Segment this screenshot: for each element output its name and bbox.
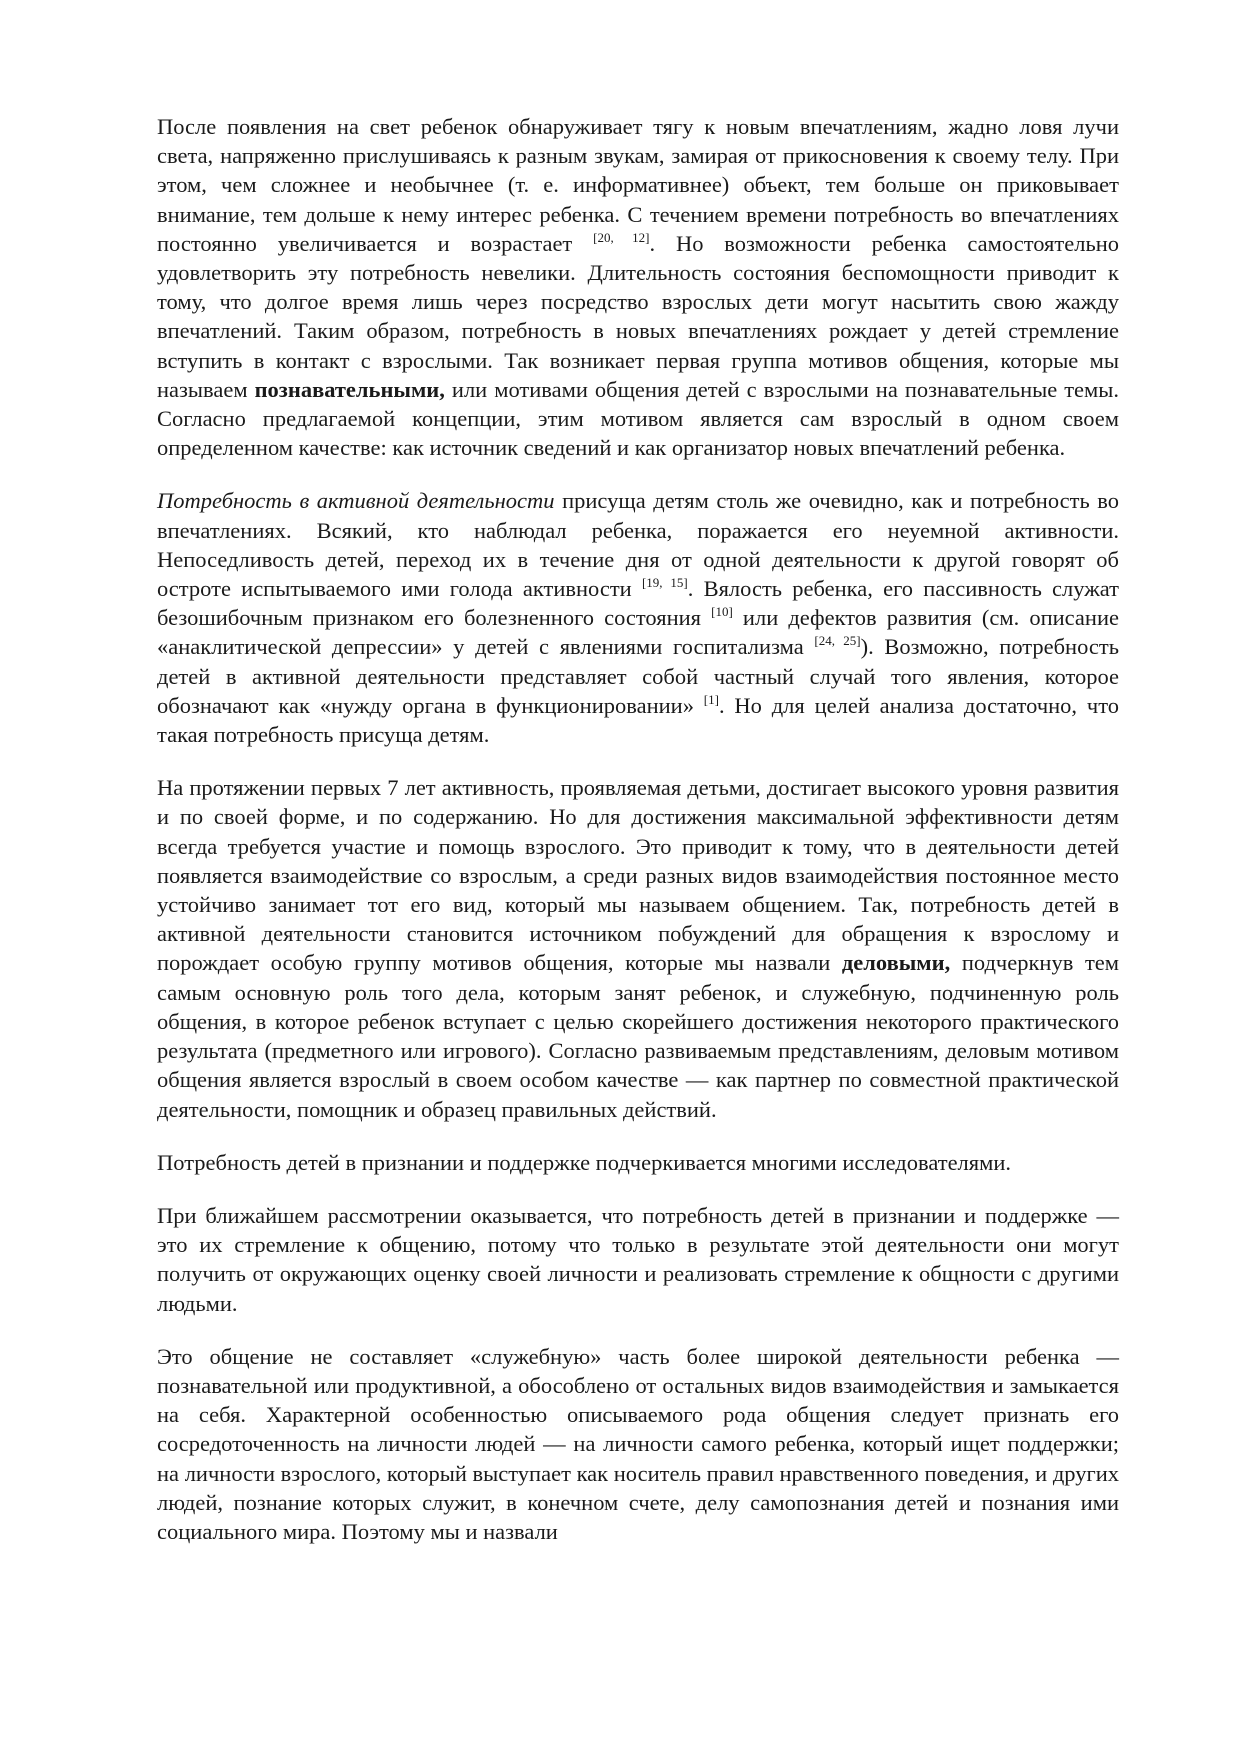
paragraph-text: . Но для целей анализа достаточно, что такая потребность присуща детям. bbox=[157, 692, 1119, 748]
paragraph-recognition-need: Потребность детей в признании и поддержке подчеркивается многими исследователями. bbox=[157, 1149, 1012, 1175]
citation-reference: [10] bbox=[711, 604, 733, 620]
paragraph-text: . Вялость ребенка, его пассивность служат безошибочным признаком его болезненного состояния bbox=[157, 576, 1120, 631]
paragraph-text: . Но возможности ребенка самостоятельно удовлетворить эту потребность невелики. Длительность состояния беспомощности приводит к тому, что долгое время лишь через посредство взрослых дети могут насытить свою жажду впечатлений. Таким образом, потребность в новых впечатлениях рождает у детей стремление вступить в контакт с взрослыми. Так возникает первая группа мотивов общения, которые мы называем bbox=[157, 230, 1119, 402]
paragraph-text: или мотивами общения детей с взрослыми на познавательные темы. Согласно предлагаемой концепции, этим мотивом является сам взрослый в одном своем определенном качестве: как источник сведений и как организатор новых впечатлений ребенка. bbox=[157, 376, 1120, 461]
paragraph-business-motives bbox=[157, 773, 1119, 1123]
paragraph-text: подчеркнув тем самым основную роль того дела, которым занят ребенок, и служебную, подчиненную роль общения, в которое ребенок вступает с целью скорейшего достижения некоторого практического результата (предметного или игрового). Согласно развиваемым представлениям, деловым мотивом общения является взрослый в своем особом качестве — как партнер по совместной практической деятельности, помощник и образец правильных действий. bbox=[157, 950, 1120, 1122]
citation-reference: [20, 12] bbox=[593, 229, 650, 245]
paragraph-cognitive-motives bbox=[157, 112, 1119, 462]
paragraph-text: или дефектов развития (см. описание «анаклитической депрессии» у детей с явлениями госпитализма bbox=[157, 605, 1119, 660]
paragraph-text: присуща детям столь же очевидно, как и потребность во впечатлениях. Всякий, кто наблюдал ребенка, поражается его неуемной активности. Непоседливость детей, переход их в течение дня от одной деятельности к другой говорят об остроте испытываемого ими голода активности bbox=[157, 488, 1119, 602]
paragraph-activity-need bbox=[157, 486, 1119, 749]
bold-term-business: деловыми, bbox=[841, 950, 951, 976]
document-page bbox=[157, 112, 1119, 1546]
bold-term-cognitive: познавательными, bbox=[254, 376, 445, 402]
paragraph-text: На протяжении первых 7 лет активность, проявляемая детьми, достигает высокого уровня развития и по своей форме, и по содержанию. Но для достижения максимальной эффективности детям всегда требуется участие и помощь взрослого. Это приводит к тому, что в деятельности детей появляется взаимодействие со взрослым, а среди разных видов взаимодействия постоянное место устойчиво занимает тот его вид, который мы называем общением. Так, потребность детей в активной деятельности становится источником побуждений для обращения к взрослому и порождает особую группу мотивов общения, которые мы назвали bbox=[157, 775, 1119, 976]
italic-term-activity-need: Потребность в активной деятельности bbox=[157, 488, 555, 514]
citation-reference: [1] bbox=[703, 691, 719, 707]
paragraph-personal-communication: Это общение не составляет «служебную» часть более широкой деятельности ребенка — познавательной или продуктивной, а обособлено от остальных видов взаимодействия и замыкается на себя. Характерной особенностью описываемого рода общения следует признать его сосредоточенность на личности людей — на личности самого ребенка, который ищет поддержки; на личности взрослого, который выступает как носитель правил нравственного поведения, и других людей, познание которых служит, в конечном счете, делу самопознания детей и познания ими социального мира. Поэтому мы и назвали bbox=[157, 1343, 1119, 1544]
paragraph-text: После появления на свет ребенок обнаруживает тягу к новым впечатлениям, жадно ловя лучи света, напряженно прислушиваясь к разным звукам, замирая от прикосновения к своему телу. При этом, чем сложнее и необычнее (т. е. информативнее) объект, тем больше он приковывает внимание, тем дольше к нему интерес ребенка. С течением времени потребность во впечатлениях постоянно увеличивается и возрастает bbox=[157, 114, 1119, 256]
paragraph-recognition-communication: При ближайшем рассмотрении оказывается, что потребность детей в признании и поддержке — это их стремление к общению, потому что только в результате этой деятельности они могут получить от окружающих оценку своей личности и реализовать стремление к общности с другими людьми. bbox=[157, 1202, 1119, 1316]
citation-reference: [24, 25] bbox=[814, 633, 861, 649]
citation-reference: [19, 15] bbox=[641, 575, 688, 591]
paragraph-text: ). Возможно, потребность детей в активной деятельности представляет собой частный случай того явления, которое обозначают как «нужду органа в функционировании» bbox=[157, 634, 1119, 718]
